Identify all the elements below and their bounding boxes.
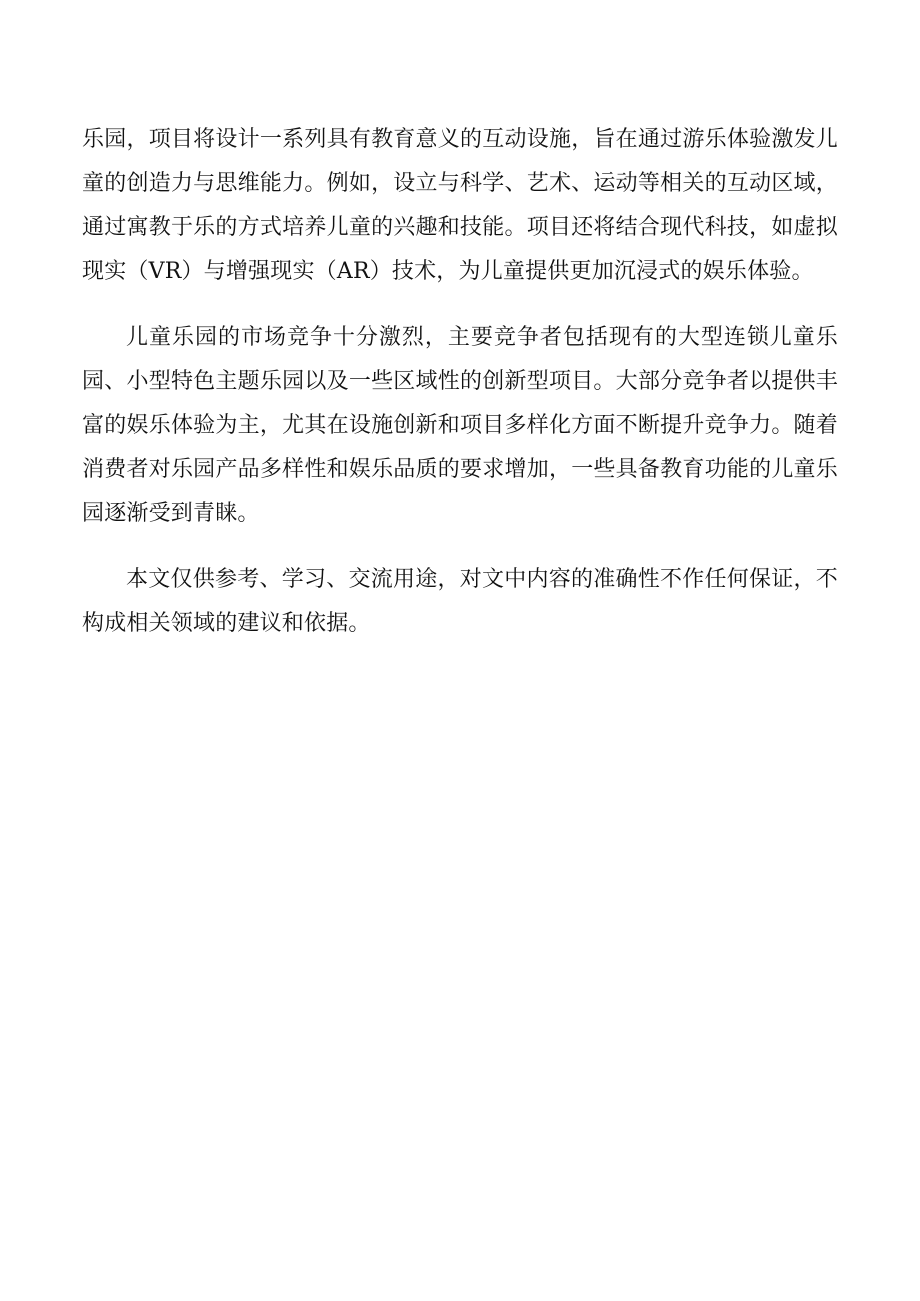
body-paragraph-continued: 乐园，项目将设计一系列具有教育意义的互动设施，旨在通过游乐体验激发儿童的创造力与思维能力。例如，设立与科学、艺术、运动等相关的互动区域，通过寓教于乐的方式培养儿童的兴趣和技能。项目还将结合现代科技，如虚拟现实（VR）与增强现实（AR）技术，为儿童提供更加沉浸式的娱乐体验。 bbox=[82, 127, 838, 284]
disclaimer-paragraph: 本文仅供参考、学习、交流用途，对文中内容的准确性不作任何保证，不构成相关领域的建议和依据。 bbox=[82, 567, 838, 636]
body-paragraph-market-competition: 儿童乐园的市场竞争十分激烈，主要竞争者包括现有的大型连锁儿童乐园、小型特色主题乐园以及一些区域性的创新型项目。大部分竞争者以提供丰富的娱乐体验为主，尤其在设施创新和项目多样化方面不断提升竞争力。随着消费者对乐园产品多样性和娱乐品质的要求增加，一些具备教育功能的儿童乐园逐渐受到青睐。 bbox=[82, 325, 838, 526]
